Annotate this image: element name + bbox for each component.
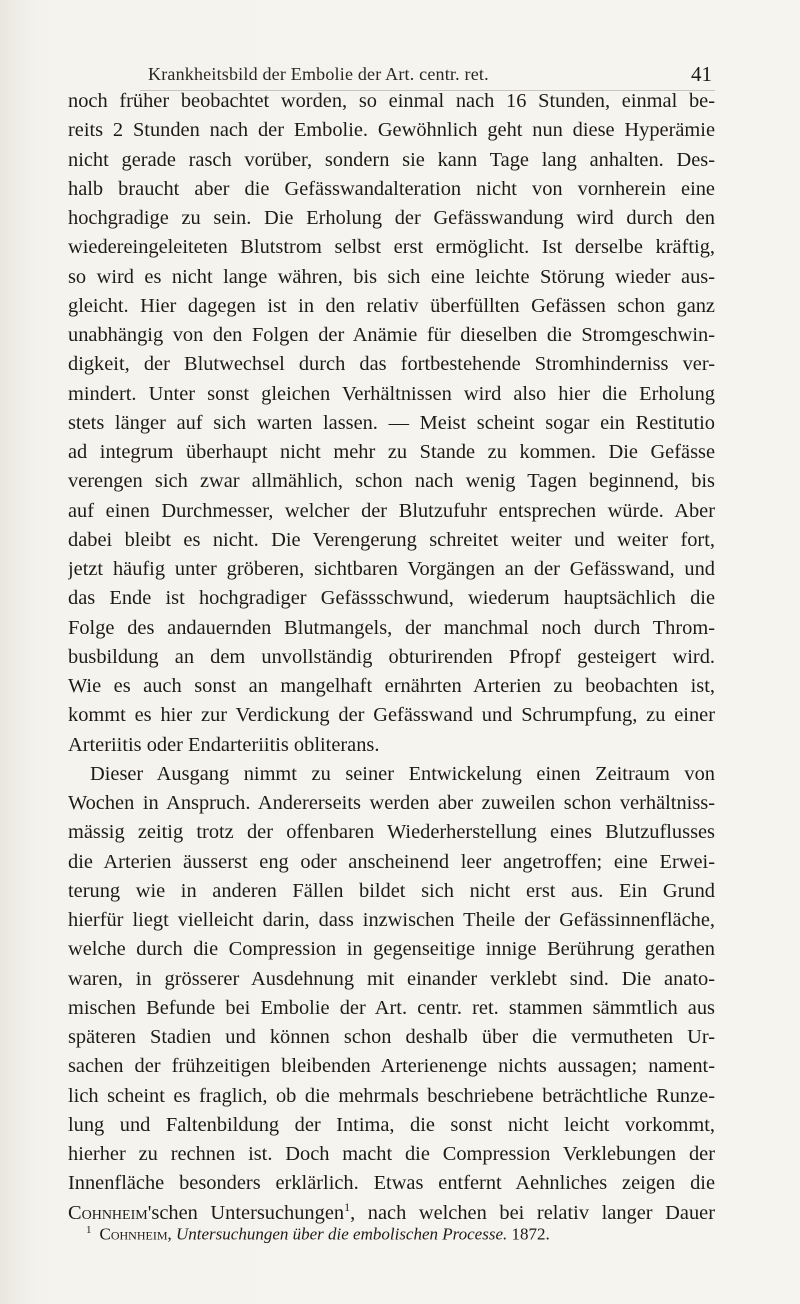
text-line: gleicht. Hier dagegen ist in den relativ überfüllten Gefässen schon ganz bbox=[68, 294, 715, 317]
text-line: hochgradige zu sein. Die Erholung der Gefässwandung wird durch den bbox=[68, 207, 715, 229]
text-line: hierfür liegt vielleicht darin, dass inzwischen Theile der Gefässinnenfläche, bbox=[68, 909, 715, 931]
text-line: ad integrum überhaupt nicht mehr zu Stande zu kommen. Die Gefässe bbox=[68, 441, 715, 463]
text-line: unabhängig von den Folgen der Anämie für dieselben die Stromgeschwin- bbox=[68, 324, 715, 346]
text-line: hierher zu rechnen ist. Doch macht die Compression Verklebungen der bbox=[68, 1143, 715, 1165]
text-line: mindert. Unter sonst gleichen Verhältnissen wird also hier die Erholung bbox=[68, 382, 715, 405]
text-line: halb braucht aber die Gefässwandalteration nicht von vornherein eine bbox=[68, 177, 715, 200]
footnote-author: Cohnheim, bbox=[99, 1224, 172, 1244]
footnote bbox=[86, 1224, 706, 1245]
text-line: busbildung an dem unvollständig obturirenden Pfropf gesteigert wird. bbox=[68, 645, 715, 668]
text-line: nicht gerade rasch vorüber, sondern sie kann Tage lang anhalten. Des- bbox=[68, 148, 715, 171]
footnote-year: 1872. bbox=[511, 1224, 550, 1244]
text-line: digkeit, der Blutwechsel durch das fortbestehende Stromhinderniss ver- bbox=[68, 353, 715, 376]
text-line: lung und Faltenbildung der Intima, die sonst nicht leicht vorkommt, bbox=[68, 1113, 715, 1136]
text-line: Innenfläche besonders erklärlich. Etwas entfernt Aehnliches zeigen die bbox=[68, 1172, 715, 1195]
author-name: Cohnheim bbox=[68, 1201, 148, 1224]
text-line: mischen Befunde bei Embolie der Art. centr. ret. stammen sämmtlich aus bbox=[68, 996, 715, 1019]
text-line: sachen der frühzeitigen bleibenden Arterienenge nichts aussagen; nament- bbox=[68, 1055, 715, 1078]
text-line: reits 2 Stunden nach der Embolie. Gewöhnlich geht nun diese Hyperämie bbox=[68, 119, 715, 142]
text-line: späteren Stadien und können schon deshalb über die vermutheten Ur- bbox=[68, 1026, 715, 1048]
running-title: Krankheitsbild der Embolie der Art. centr. ret. bbox=[148, 64, 489, 84]
text-line: welche durch die Compression in gegenseitige innige Berührung gerathen bbox=[68, 938, 715, 961]
footnote-reference[interactable]: 1 bbox=[344, 1199, 351, 1214]
citation-text-tail: , nach welchen bei relativ langer Dauer bbox=[350, 1201, 715, 1224]
footnote-mark: 1 bbox=[86, 1224, 92, 1236]
footnote-title: Untersuchungen über die embolischen Processe. bbox=[176, 1224, 508, 1244]
body-text bbox=[68, 87, 715, 1228]
text-line: Folge des andauernden Blutmangels, der manchmal noch durch Throm- bbox=[68, 616, 715, 639]
paragraph-end-line: Arteriitis oder Endarteriitis obliterans. bbox=[68, 733, 380, 756]
text-line: Wie es auch sonst an mangelhaft ernährten Arterien zu beobachten ist, bbox=[68, 675, 715, 697]
text-line: das Ende ist hochgradiger Gefässschwund, wiederum hauptsächlich die bbox=[68, 587, 715, 610]
text-line: wiedereingeleiteten Blutstrom selbst erst ermöglicht. Ist derselbe kräftig, bbox=[68, 236, 715, 259]
page-number: 41 bbox=[691, 62, 712, 86]
citation-text: 'schen Untersuchungen bbox=[147, 1201, 345, 1224]
text-line: die Arterien äusserst eng oder anscheinend leer angetroffen; eine Erwei- bbox=[68, 850, 715, 873]
text-line: so wird es nicht lange währen, bis sich eine leichte Störung wieder aus- bbox=[68, 265, 715, 288]
text-line: mässig zeitig trotz der offenbaren Wiederherstellung eines Blutzuflusses bbox=[68, 821, 715, 844]
text-line: waren, in grösserer Ausdehnung mit einander verklebt sind. Die anato- bbox=[68, 967, 715, 990]
text-line: verengen sich zwar allmählich, schon nach wenig Tagen beginnend, bis bbox=[68, 470, 715, 493]
text-line: noch früher beobachtet worden, so einmal nach 16 Stunden, einmal be- bbox=[68, 90, 715, 112]
text-line: terung wie in anderen Fällen bildet sich nicht erst aus. Ein Grund bbox=[68, 879, 715, 902]
paragraph-start-line: Dieser Ausgang nimmt zu seiner Entwickelung einen Zeitraum von bbox=[90, 762, 715, 785]
text-line: Wochen in Anspruch. Andererseits werden aber zuweilen schon verhältniss- bbox=[68, 792, 715, 814]
text-line: lich scheint es fraglich, ob die mehrmals beschriebene beträchtliche Runze- bbox=[68, 1084, 715, 1107]
text-line: auf einen Durchmesser, welcher der Blutzufuhr entsprechen würde. Aber bbox=[68, 499, 715, 522]
text-line: dabei bleibt es nicht. Die Verengerung schreitet weiter und weiter fort, bbox=[68, 528, 715, 551]
text-line: jetzt häufig unter gröberen, sichtbaren Vorgängen an der Gefässwand, und bbox=[68, 558, 715, 580]
text-line: stets länger auf sich warten lassen. — Meist scheint sogar ein Restitutio bbox=[68, 411, 715, 434]
text-line: kommt es hier zur Verdickung der Gefässwand und Schrumpfung, zu einer bbox=[68, 704, 715, 727]
